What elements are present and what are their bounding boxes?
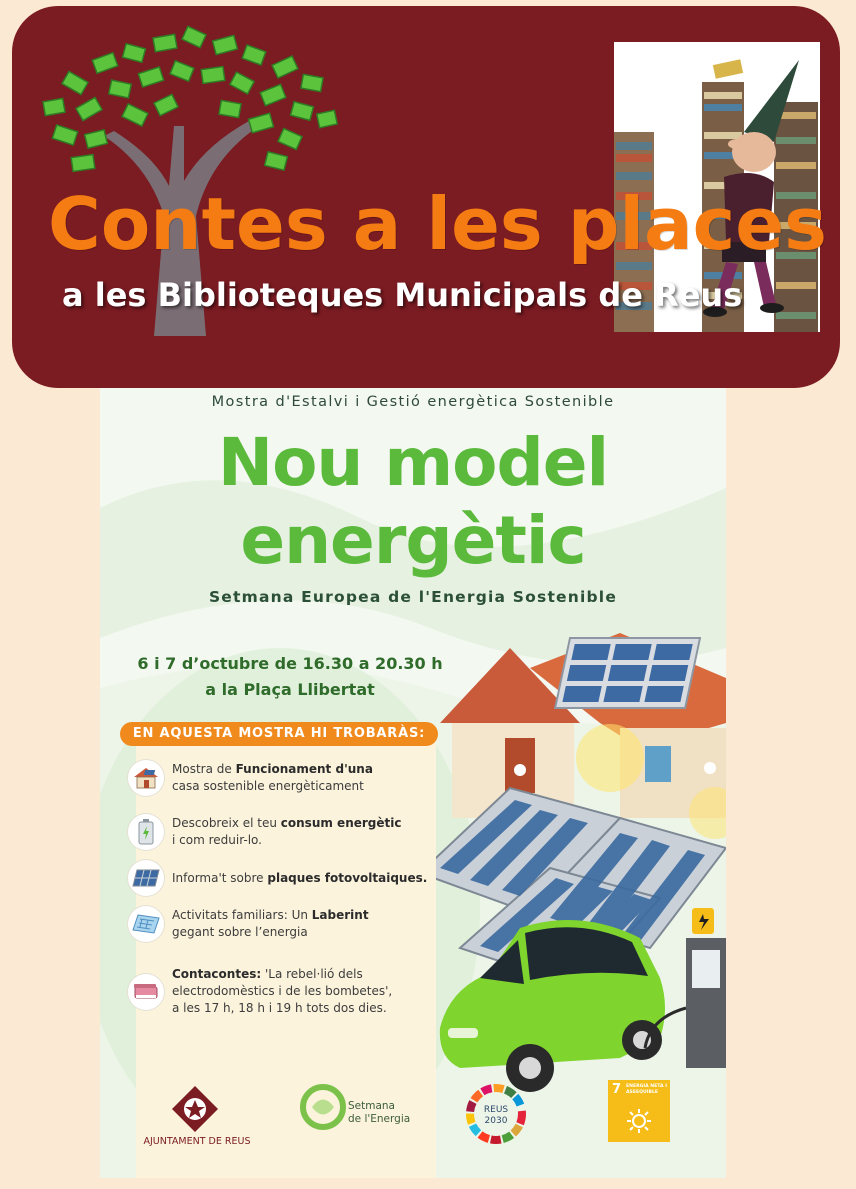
reus2030-line2: 2030 bbox=[484, 1116, 508, 1126]
header-banner bbox=[12, 6, 840, 388]
reus-2030-logo-icon bbox=[464, 1082, 528, 1146]
event-location: a la Plaça Llibertat bbox=[205, 680, 375, 699]
item-text: Mostra de Funcionament d'una casa sostenible energèticament bbox=[172, 762, 373, 793]
sdg-label: ENERGIA NETA I ASSEQUIBLE bbox=[626, 1084, 667, 1095]
event-poster bbox=[100, 388, 726, 1178]
ajuntament-logo-icon bbox=[168, 1084, 222, 1134]
sun-power-icon bbox=[626, 1108, 652, 1134]
solar-panel-icon bbox=[128, 860, 164, 896]
setmana-energia-logo-icon bbox=[300, 1084, 346, 1130]
list-item bbox=[128, 906, 428, 942]
setmana-label-line2: de l'Energia bbox=[348, 1113, 411, 1125]
activities-box-header: EN AQUESTA MOSTRA HI TROBARÀS: bbox=[120, 722, 438, 746]
poster-title-line1: Nou model bbox=[217, 424, 609, 501]
poster-title-line2: energètic bbox=[240, 502, 586, 579]
battery-icon bbox=[128, 814, 164, 850]
maze-icon bbox=[128, 906, 164, 942]
item-text: Descobreix el teu consum energètic i com reduir-lo. bbox=[172, 816, 402, 847]
list-item bbox=[128, 760, 428, 796]
banner-subtitle: a les Biblioteques Municipals de Reus bbox=[62, 276, 743, 314]
item-text: Activitats familiars: Un Laberint gegant sobre l’energia bbox=[172, 908, 369, 939]
reus2030-line1: REUS bbox=[483, 1105, 509, 1115]
poster-subtitle: Setmana Europea de l'Energia Sostenible bbox=[208, 588, 618, 606]
list-item bbox=[128, 966, 428, 1017]
setmana-energia-logo-label bbox=[348, 1100, 418, 1126]
house-icon bbox=[128, 760, 164, 796]
list-item bbox=[128, 814, 428, 850]
list-item bbox=[128, 860, 428, 896]
energy-illustration bbox=[420, 628, 726, 1098]
item-text: Contacontes: 'La rebel·lió dels electrodomèstics i de les bombetes', a les 17 h, 18 h i 19 h tots dos dies. bbox=[172, 967, 393, 1015]
event-date: 6 i 7 d’octubre de 16.30 a 20.30 h bbox=[137, 654, 443, 673]
event-date-location bbox=[130, 651, 450, 703]
book-icon bbox=[128, 974, 164, 1010]
setmana-label-line1: Setmana bbox=[348, 1100, 395, 1112]
item-text: Informa't sobre plaques fotovoltaiques. bbox=[172, 870, 428, 885]
poster-title bbox=[100, 424, 726, 580]
banner-title: Contes a les places bbox=[48, 182, 827, 266]
sdg-number: 7 bbox=[612, 1082, 622, 1097]
sponsor-logos bbox=[100, 1078, 726, 1178]
ajuntament-logo-label: AJUNTAMENT DE REUS bbox=[143, 1136, 251, 1147]
sdg7-logo bbox=[608, 1080, 670, 1142]
poster-kicker: Mostra d'Estalvi i Gestió energètica Sostenible bbox=[211, 394, 615, 410]
